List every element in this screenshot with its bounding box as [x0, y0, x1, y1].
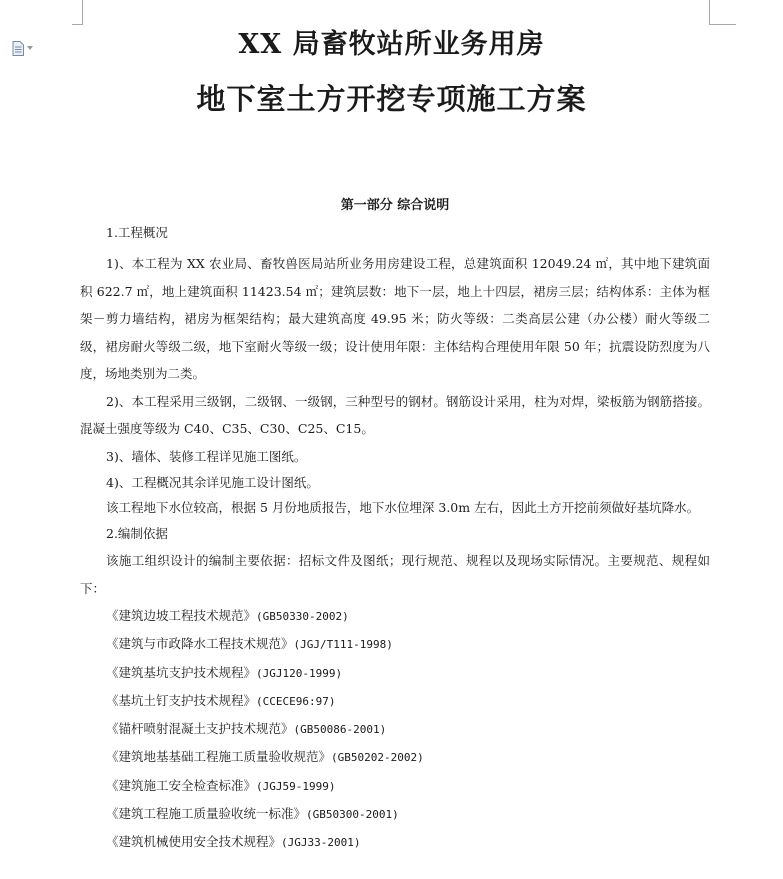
standard-name: 《建筑机械使用安全技术规程》: [106, 834, 282, 850]
standards-list: [80, 602, 710, 857]
list-item: [80, 743, 710, 771]
standard-code: (JGJ59-1999): [256, 779, 336, 793]
list-item: [80, 659, 710, 687]
standard-name: 《建筑工程施工质量验收统一标准》: [106, 806, 307, 822]
paragraph-6: 该施工组织设计的编制主要依据：招标文件及图纸；现行规范、规程以及现场实际情况。主要规范、规程如下：: [80, 553, 710, 596]
paragraph-4: 4)、工程概况其余详见施工设计图纸。: [106, 475, 319, 490]
paragraph-3: 3)、墙体、装修工程详见施工图纸。: [106, 448, 307, 464]
title-line-1: XX 局畜牧站所业务用房: [238, 29, 545, 60]
crop-mark-top-left: [72, 0, 83, 25]
paragraph-2: 2)、本工程采用三级钢，二级钢、一级钢，三种型号的钢材。钢筋设计采用，柱为对焊，梁板筋为钢筋搭接。混凝土强度等级为 C40、C35、C30、C25、C15。: [80, 393, 710, 436]
crop-mark-top-right: [709, 0, 736, 25]
document-body: [80, 193, 710, 857]
standard-code: (GB50330-2002): [256, 610, 349, 623]
standard-code: (GB50202-2002): [331, 751, 424, 765]
section-heading-1: 1.工程概况: [106, 225, 168, 240]
standard-code: (JGJ120-1999): [256, 666, 343, 680]
standard-name: 《建筑施工安全检查标准》: [106, 777, 257, 793]
list-item: [80, 800, 710, 828]
standard-name: 《建筑基坑支护技术规程》: [106, 664, 257, 680]
part-heading: 第一部分 综合说明: [340, 198, 450, 213]
standard-name: 《基坑土钉支护技术规程》: [106, 692, 257, 708]
standard-name: 《建筑地基基础工程施工质量验收规范》: [106, 749, 332, 765]
standard-name: 《建筑与市政降水工程技术规范》: [106, 636, 294, 652]
paragraph-5: 该工程地下水位较高，根据 5 月份地质报告，地下水位埋深 3.0m 左右，因此土方开挖前须做好基坑降水。: [106, 500, 700, 515]
standard-code: (CCECE96:97): [256, 694, 336, 708]
document-title: [0, 26, 783, 118]
list-item: [80, 602, 710, 630]
list-item: [80, 630, 710, 658]
standard-code: (GB50300-2001): [306, 808, 399, 822]
title-line-2: 地下室土方开挖专项施工方案: [196, 82, 587, 116]
standard-code: (JGJ33-2001): [281, 836, 361, 850]
standard-code: (JGJ/T111-1998): [293, 638, 393, 652]
paragraph-1: 1)、本工程为 XX 农业局、畜牧兽医局站所业务用房建设工程，总建筑面积 12049.24 ㎡，其中地下建筑面积 622.7 ㎡，地上建筑面积 11423.54 ㎡；建筑层数：地下一层，地上十四层，裙房三层；结构体系：主体为框架－剪力墙结构，裙房为框架结构；最大建筑高度 49.95 米；防火等级：二类高层公建（办公楼）耐火等级二级，裙房耐火等级二级，地下室耐火等级一级；设计使用年限：主体结构合理使用年限 50 年；抗震设防烈度为八度，场地类别为二类。: [80, 256, 710, 381]
section-heading-2: 2.编制依据: [106, 526, 168, 541]
standard-code: (GB50086-2001): [293, 723, 387, 737]
list-item: [80, 715, 710, 743]
standard-name: 《锚杆喷射混凝土支护技术规范》: [106, 721, 294, 737]
list-item: [80, 687, 710, 715]
standard-name: 《建筑边坡工程技术规范》: [106, 608, 257, 623]
list-item: [80, 772, 710, 800]
list-item: [80, 828, 710, 856]
